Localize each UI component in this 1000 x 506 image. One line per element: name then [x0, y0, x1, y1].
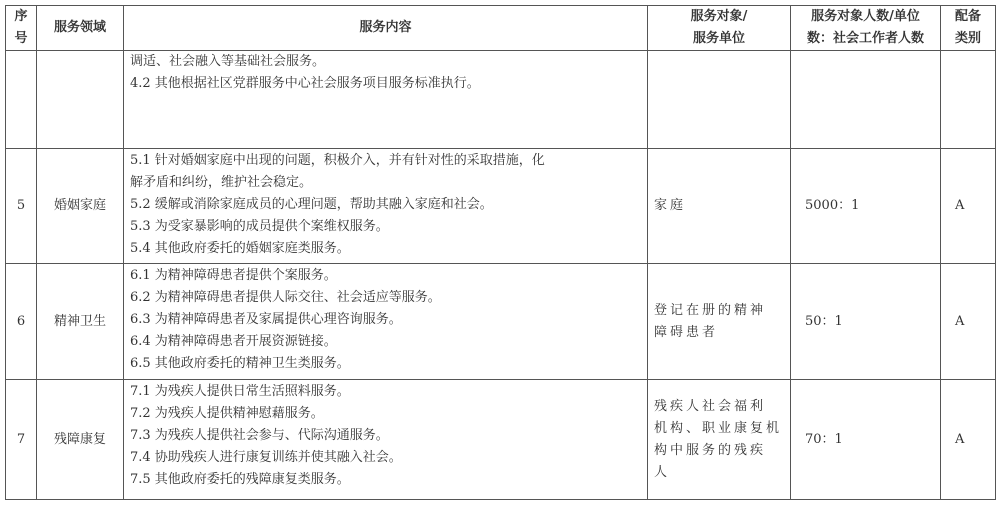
row-content	[124, 380, 648, 500]
row-area: 残障康复	[37, 380, 124, 500]
target-line: 家庭	[654, 198, 687, 213]
content-line: 5.1 针对婚姻家庭中出现的问题，积极介入，并有针对性的采取措施，化	[130, 153, 545, 168]
target-line: 登记在册的精神	[654, 302, 767, 318]
target-line: 构中服务的残疾	[654, 442, 767, 458]
row-category: A	[941, 264, 996, 380]
row-target	[648, 380, 791, 500]
target-line: 残疾人社会福利	[654, 398, 767, 414]
row-content	[124, 149, 648, 264]
row-area	[37, 51, 124, 149]
content-line: 4.2 其他根据社区党群服务中心社会服务项目服务标准执行。	[130, 76, 480, 91]
row-index: 5	[6, 149, 37, 264]
header-area: 服务领域	[37, 6, 124, 51]
row-target	[648, 51, 791, 149]
header-category: 配备 类别	[941, 6, 996, 51]
content-line: 7.2 为残疾人提供精神慰藉服务。	[130, 406, 324, 421]
content-line: 6.3 为精神障碍患者及家属提供心理咨询服务。	[130, 312, 402, 327]
content-line: 6.4 为精神障碍患者开展资源链接。	[130, 334, 337, 349]
row-area: 精神卫生	[37, 264, 124, 380]
content-line: 解矛盾和纠纷，维护社会稳定。	[130, 175, 313, 190]
row-index	[6, 51, 37, 149]
header-target: 服务对象/ 服务单位	[648, 6, 791, 51]
row-target	[648, 149, 791, 264]
row-ratio	[791, 51, 941, 149]
header-ratio: 服务对象人数/单位 数：社会工作者人数	[791, 6, 941, 51]
row-content	[124, 264, 648, 380]
content-line: 5.2 缓解或消除家庭成员的心理问题，帮助其融入家庭和社会。	[130, 197, 493, 212]
table-row	[6, 149, 996, 264]
content-line: 7.4 协助残疾人进行康复训练并使其融入社会。	[130, 450, 402, 465]
row-index: 7	[6, 380, 37, 500]
row-index: 6	[6, 264, 37, 380]
header-content: 服务内容	[124, 6, 648, 51]
content-line: 调适、社会融入等基础社会服务。	[130, 54, 326, 69]
row-category: A	[941, 149, 996, 264]
content-line: 6.2 为精神障碍患者提供人际交往、社会适应等服务。	[130, 290, 441, 305]
target-line: 障碍患者	[654, 324, 719, 340]
content-line: 7.3 为残疾人提供社会参与、代际沟通服务。	[130, 428, 389, 443]
table-row	[6, 380, 996, 500]
table-row	[6, 264, 996, 380]
row-category	[941, 51, 996, 149]
target-line: 人	[654, 464, 671, 480]
row-ratio: 70：1	[791, 380, 941, 500]
row-category: A	[941, 380, 996, 500]
table-row	[6, 51, 996, 149]
content-line: 7.5 其他政府委托的残障康复类服务。	[130, 472, 350, 487]
target-line: 机构、职业康复机	[654, 420, 783, 436]
row-content	[124, 51, 648, 149]
content-line: 6.5 其他政府委托的精神卫生类服务。	[130, 356, 350, 371]
row-target	[648, 264, 791, 380]
content-line: 7.1 为残疾人提供日常生活照料服务。	[130, 384, 350, 399]
row-ratio: 5000：1	[791, 149, 941, 264]
content-line: 6.1 为精神障碍患者提供个案服务。	[130, 268, 337, 283]
service-table	[5, 5, 996, 500]
content-line: 5.4 其他政府委托的婚姻家庭类服务。	[130, 241, 350, 256]
header-index: 序 号	[6, 6, 37, 51]
content-line: 5.3 为受家暴影响的成员提供个案维权服务。	[130, 219, 389, 234]
table-header-row	[6, 6, 996, 51]
row-ratio: 50：1	[791, 264, 941, 380]
row-area: 婚姻家庭	[37, 149, 124, 264]
